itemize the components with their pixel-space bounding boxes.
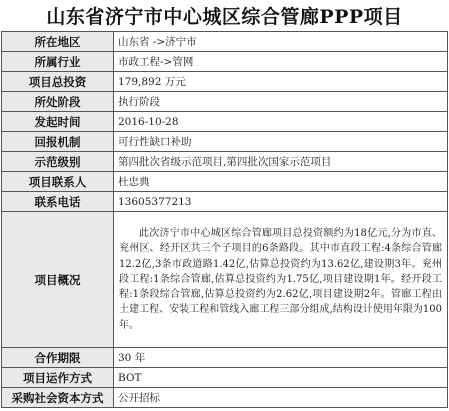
value-procurement: 公开招标 — [114, 388, 448, 408]
row-total-investment — [2, 72, 448, 92]
label-operation-mode: 项目运作方式 — [2, 368, 114, 388]
label-procurement: 采购社会资本方式 — [2, 388, 114, 408]
row-procurement — [2, 388, 448, 408]
row-operation-mode — [2, 368, 448, 388]
label-launch-date: 发起时间 — [2, 112, 114, 132]
label-phone: 联系电话 — [2, 192, 114, 212]
label-total-investment: 项目总投资 — [2, 72, 114, 92]
label-return-mechanism: 回报机制 — [2, 132, 114, 152]
row-stage — [2, 92, 448, 112]
label-stage: 所处阶段 — [2, 92, 114, 112]
value-return-mechanism: 可行性缺口补助 — [114, 132, 448, 152]
value-total-investment: 179,892 万元 — [114, 72, 448, 92]
row-return-mechanism — [2, 132, 448, 152]
row-cooperation-period — [2, 348, 448, 368]
row-demo-level — [2, 152, 448, 172]
label-industry: 所属行业 — [2, 52, 114, 72]
value-region: 山东省 ->济宁市 — [114, 32, 448, 52]
row-contact-person — [2, 172, 448, 192]
value-overview: 此次济宁市中心城区综合管廊项目总投资额约为18亿元,分为市直、兖州区、经开区共三个子项目的6条路段。其中市直段工程:4条综合管廊12.2亿,3条市政道路1.42亿,估算总投资约为13.62亿,建设期3年。兖州段工程:1条综合管廊,估算总投资约为1.75亿,项目建设期1年。经开段工程:1条段综合管廊,估算总投资约为2.62亿,项目建设期2年。管廊工程由土建工程、安装工程和管线入廊工程三部分组成,结构设计使用年限为100年。 — [114, 212, 448, 348]
project-info-table — [1, 31, 448, 408]
row-overview — [2, 212, 448, 348]
label-contact-person: 项目联系人 — [2, 172, 114, 192]
label-cooperation-period: 合作期限 — [2, 348, 114, 368]
row-launch-date — [2, 112, 448, 132]
page-title: 山东省济宁市中心城区综合管廊PPP项目 — [46, 6, 403, 28]
label-region: 所在地区 — [2, 32, 114, 52]
label-overview: 项目概况 — [2, 212, 114, 348]
row-region — [2, 32, 448, 52]
value-industry: 市政工程->管网 — [114, 52, 448, 72]
value-cooperation-period: 30 年 — [114, 348, 448, 368]
row-phone — [2, 192, 448, 212]
value-phone: 13605377213 — [114, 192, 448, 212]
value-stage: 执行阶段 — [114, 92, 448, 112]
row-industry — [2, 52, 448, 72]
value-launch-date: 2016-10-28 — [114, 112, 448, 132]
label-demo-level: 示范级别 — [2, 152, 114, 172]
value-contact-person: 杜忠典 — [114, 172, 448, 192]
value-demo-level: 第四批次省级示范项目,第四批次国家示范项目 — [114, 152, 448, 172]
value-operation-mode: BOT — [114, 368, 448, 388]
